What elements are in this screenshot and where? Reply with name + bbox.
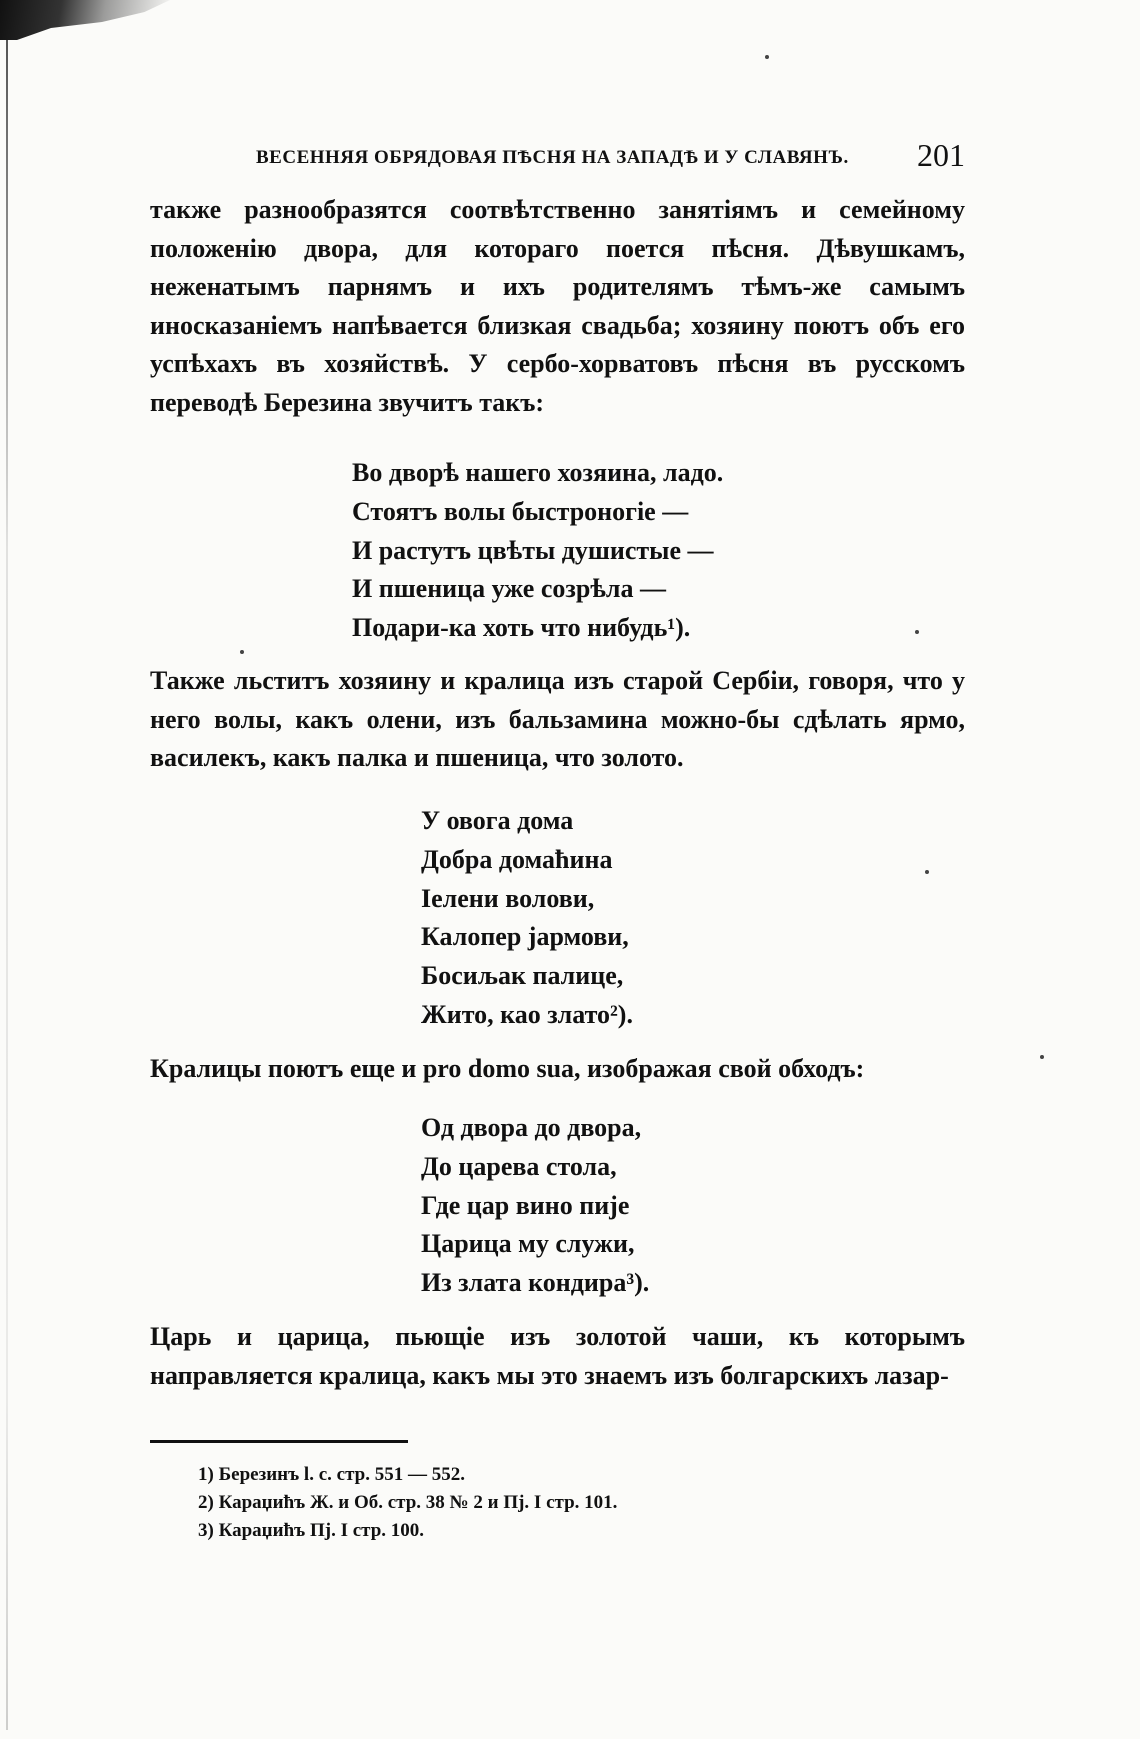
verse-line: Из злата кондира³). (421, 1268, 650, 1298)
verse-line: И пшеница уже созрѣла — (352, 574, 666, 604)
verse-line: Стоятъ волы быстроногіе — (352, 496, 689, 526)
verse-line: Добра домаћина (421, 844, 613, 874)
verse-line: Жито, као злато²). (421, 999, 633, 1029)
scan-speck (240, 650, 244, 654)
verse-line: И растутъ цвѣты душистые — (352, 535, 714, 565)
verse-line: Од двора до двора, (421, 1113, 642, 1142)
scan-speck (915, 630, 919, 634)
verse-line: Босиљак палице, (421, 961, 624, 991)
verse-line: Где цар вино пије (421, 1190, 630, 1220)
paragraph-text: Кралицы поютъ еще и pro domo sua, изображая свой обходъ: (150, 1054, 865, 1083)
verse-line: Во дворѣ нашего хозяина, ладо. (352, 458, 724, 487)
verse-1 (352, 454, 723, 648)
paragraph-4 (150, 1318, 965, 1395)
verse-line: Подари-ка хоть что нибудь¹). (352, 613, 691, 643)
verse-3 (421, 1109, 649, 1303)
scan-artifact (0, 0, 170, 40)
page-number: 201 (917, 137, 965, 173)
footnotes (198, 1461, 617, 1545)
scan-speck (765, 55, 769, 59)
paragraph-2 (150, 662, 965, 778)
verse-line: У овога дома (421, 806, 574, 835)
footnote-separator (150, 1440, 408, 1443)
paragraph-text: Царь и царица, пьющіе изъ золотой чаши, къ которымъ направляется кралица, какъ мы это знаемъ изъ болгарскихъ лазар- (150, 1322, 965, 1390)
footnote-2: 2) Караџићъ Ж. и Об. стр. 38 № 2 и Пј. I стр. 101. (198, 1492, 618, 1513)
scan-speck (925, 870, 929, 874)
verse-line: Царица му служи, (421, 1229, 635, 1259)
verse-2 (421, 802, 633, 1035)
verse-line: До царева стола, (421, 1151, 617, 1181)
page-header (150, 137, 965, 177)
footnote-3: 3) Караџићъ Пј. I стр. 100. (198, 1520, 425, 1541)
verse-line: Іелени волови, (421, 883, 595, 913)
paragraph-text: Также льститъ хозяину и кралица изъ старой Сербіи, говоря, что у него волы, какъ олени, изъ бальзамина можно-бы сдѣлать ярмо, василекъ, какъ палка и пшеница, что золото. (150, 666, 965, 772)
scan-edge (6, 40, 8, 1730)
scan-speck (1040, 1055, 1044, 1059)
paragraph-text: также разнообразятся соотвѣтственно занятіямъ и семейному положенію двора, для котораго поется пѣсня. Дѣвушкамъ, неженатымъ парнямъ и ихъ родителямъ тѣмъ-же самымъ иносказаніемъ напѣвается близкая свадьба; хозяину поютъ объ его успѣхахъ въ хозяйствѣ. У сербо-хорватовъ пѣсня въ русскомъ переводѣ Березина звучитъ такъ: (150, 195, 965, 417)
paragraph-3 (150, 1050, 965, 1089)
verse-line: Калопер јармови, (421, 922, 629, 952)
footnote-1: 1) Березинъ l. c. стр. 551 — 552. (198, 1464, 465, 1485)
paragraph-1 (150, 191, 965, 422)
running-title: ВЕСЕННЯЯ ОБРЯДОВАЯ ПѢСНЯ НА ЗАПАДѢ И У СЛАВЯНЪ. (256, 147, 849, 168)
